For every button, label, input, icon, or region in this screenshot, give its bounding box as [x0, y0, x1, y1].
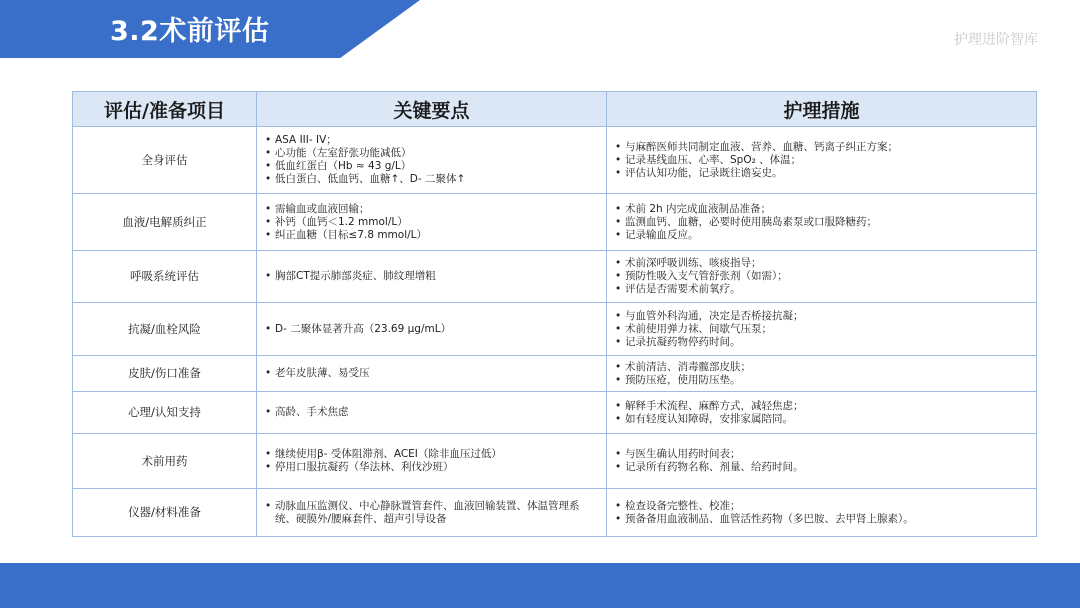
list-item: • 术前 2h 内完成血液制品准备；	[613, 203, 1030, 216]
footer-bar	[0, 563, 1080, 608]
row-item-label: 心理/认知支持	[73, 392, 257, 434]
list-item: • 评估是否需要术前氧疗。	[613, 283, 1030, 296]
list-item: • 与麻醉医师共同制定血液、营养、血糖、钙离子纠正方案；	[613, 141, 1030, 154]
list-item: • 记录抗凝药物停药时间。	[613, 336, 1030, 349]
list-item: • 记录所有药物名称、剂量、给药时间。	[613, 461, 1030, 474]
row-key-points	[257, 194, 607, 251]
header-item: 评估/准备项目	[73, 92, 257, 127]
row-measures	[607, 489, 1037, 537]
list-item: • 术前清洁、消毒髋部皮肤；	[613, 361, 1030, 374]
table-row	[73, 127, 1037, 194]
brand-watermark: 护理进阶智库	[954, 32, 1038, 48]
list-item: • D- 二聚体显著升高（23.69 μg/mL）	[263, 323, 600, 336]
table-row	[73, 392, 1037, 434]
row-key-points	[257, 356, 607, 392]
row-measures	[607, 356, 1037, 392]
list-item: • 胸部CT提示肺部炎症、肺纹理增粗	[263, 270, 600, 283]
list-item: • 预防压疮，使用防压垫。	[613, 374, 1030, 387]
list-item: • 纠正血糖（目标≤7.8 mmol/L）	[263, 229, 600, 242]
list-item: • 术前深呼吸训练、咳痰指导；	[613, 257, 1030, 270]
assessment-table-container	[72, 91, 1036, 537]
row-measures	[607, 251, 1037, 303]
table-row	[73, 356, 1037, 392]
list-item: • 检查设备完整性、校准；	[613, 500, 1030, 513]
list-item: • 评估认知功能，记录既往谵妄史。	[613, 167, 1030, 180]
row-key-points	[257, 392, 607, 434]
row-item-label: 抗凝/血栓风险	[73, 303, 257, 356]
slide-title: 3.2术前评估	[110, 16, 270, 47]
row-key-points	[257, 434, 607, 489]
table-row	[73, 434, 1037, 489]
row-key-points	[257, 303, 607, 356]
list-item: • 心功能（左室舒张功能减低）	[263, 147, 600, 160]
table-header-row	[73, 92, 1037, 127]
row-key-points	[257, 127, 607, 194]
list-item: • ASA III- IV；	[263, 134, 600, 147]
header-key-points: 关键要点	[257, 92, 607, 127]
row-item-label: 全身评估	[73, 127, 257, 194]
row-key-points	[257, 251, 607, 303]
table-row	[73, 194, 1037, 251]
row-item-label: 呼吸系统评估	[73, 251, 257, 303]
row-measures	[607, 127, 1037, 194]
list-item: • 老年皮肤薄、易受压	[263, 367, 600, 380]
list-item: • 继续使用β- 受体阻滞剂、ACEI（除非血压过低）	[263, 448, 600, 461]
row-key-points	[257, 489, 607, 537]
list-item: • 监测血钙、血糖，必要时使用胰岛素泵或口服降糖药；	[613, 216, 1030, 229]
list-item: • 术前使用弹力袜、间歇气压泵；	[613, 323, 1030, 336]
list-item: • 记录输血反应。	[613, 229, 1030, 242]
row-item-label: 仪器/材料准备	[73, 489, 257, 537]
row-measures	[607, 194, 1037, 251]
list-item: • 如有轻度认知障碍，安排家属陪同。	[613, 413, 1030, 426]
list-item: • 动脉血压监测仪、中心静脉置管套件、血液回输装置、体温管理系统、硬膜外/腰麻套件、超声引导设备	[263, 500, 600, 526]
list-item: • 高龄、手术焦虑	[263, 406, 600, 419]
row-item-label: 术前用药	[73, 434, 257, 489]
list-item: • 与医生确认用药时间表；	[613, 448, 1030, 461]
list-item: • 需输血或血液回输；	[263, 203, 600, 216]
list-item: • 低血红蛋白（Hb ≈ 43 g/L）	[263, 160, 600, 173]
list-item: • 解释手术流程、麻醉方式，减轻焦虑；	[613, 400, 1030, 413]
row-measures	[607, 303, 1037, 356]
list-item: • 低白蛋白、低血钙、血糖↑、D- 二聚体↑	[263, 173, 600, 186]
list-item: • 停用口服抗凝药（华法林、利伐沙班）	[263, 461, 600, 474]
list-item: • 预备备用血液制品、血管活性药物（多巴胺、去甲肾上腺素）。	[613, 513, 1030, 526]
assessment-table	[72, 91, 1037, 537]
list-item: • 记录基线血压、心率、SpO₂ 、体温；	[613, 154, 1030, 167]
list-item: • 与血管外科沟通，决定是否桥接抗凝；	[613, 310, 1030, 323]
header-measures: 护理措施	[607, 92, 1037, 127]
row-item-label: 血液/电解质纠正	[73, 194, 257, 251]
row-item-label: 皮肤/伤口准备	[73, 356, 257, 392]
table-row	[73, 303, 1037, 356]
row-measures	[607, 392, 1037, 434]
row-measures	[607, 434, 1037, 489]
table-row	[73, 489, 1037, 537]
list-item: • 预防性吸入支气管舒张剂（如需）；	[613, 270, 1030, 283]
table-row	[73, 251, 1037, 303]
list-item: • 补钙（血钙＜1.2 mmol/L）	[263, 216, 600, 229]
